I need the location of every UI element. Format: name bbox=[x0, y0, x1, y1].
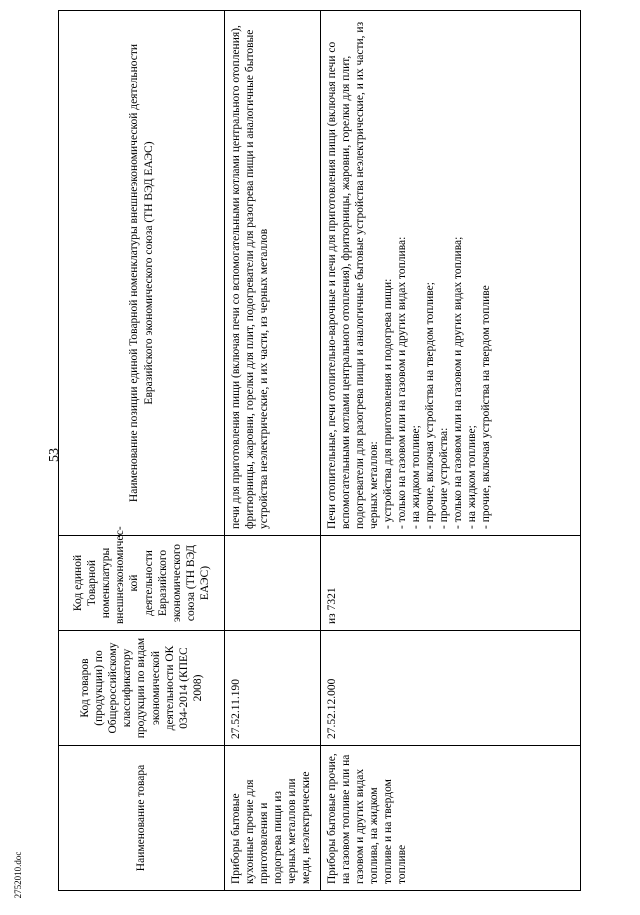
description-line: - прочие, включая устройства на твердом топливе; bbox=[424, 282, 437, 529]
row-product-name: Приборы бытовые прочие, на газовом топливе или на газовом и других видах топлива, на жидком топливе и на твердом топливе bbox=[321, 746, 581, 891]
header-tnved-description: Наименование позиции единой Товарной номенклатуры внешнеэкономической деятельности Евразийского экономического союза (ТН ВЭД ЕАЭС) bbox=[59, 11, 225, 536]
header-product-name: Наименование товара bbox=[59, 746, 225, 891]
file-name: 2752010.doc bbox=[13, 851, 23, 899]
description-line: - прочие устройства: bbox=[438, 427, 451, 529]
table-row bbox=[225, 11, 321, 891]
page-number: 53 bbox=[47, 448, 62, 462]
description-line: - только на газовом или на газовом и других видах топлива: bbox=[396, 236, 409, 529]
table-header-row bbox=[59, 11, 225, 891]
row-tnved-code: из 7321 bbox=[321, 536, 581, 631]
header-okpd-code: Код товаров (продукции) по Общероссийскому классификатору продукции по видам экономической деятельности ОК 034-2014 (КПЕС 2008) bbox=[59, 631, 225, 746]
header-tnved-code: Код единой Товарной номенклатуры внешнеэкономичес-кой деятельности Евразийского экономического союза (ТН ВЭД ЕАЭС) bbox=[59, 536, 225, 631]
goods-classification-table bbox=[58, 10, 581, 891]
row-tnved-code bbox=[225, 536, 321, 631]
description-line: - только на газовом или на газовом и других видах топлива; bbox=[452, 236, 465, 529]
description-line: Печи отопительные, печи отопительно-варочные и печи для приготовления пищи (включая печи со вспомогательными котлами центрального отопления), фритюрницы, жаровни, горелки для плит, подогреватели для разогрева пищи и аналогичные бытовые устройства неэлектрические, и их части, из черных металлов: bbox=[326, 21, 381, 529]
description-line: - на жидком топливе; bbox=[466, 425, 479, 529]
table-row bbox=[321, 11, 581, 891]
description-line: - прочие, включая устройства на твердом топливе bbox=[480, 285, 493, 529]
row-product-name: Приборы бытовые кухонные прочие для приготовления и подогрева пищи из черных металлов или меди, неэлектрические bbox=[225, 746, 321, 891]
row-okpd-code: 27.52.12.000 bbox=[321, 631, 581, 746]
description-line: - устройства для приготовления и подогрева пищи: bbox=[382, 278, 395, 529]
row-tnved-description bbox=[225, 11, 321, 536]
description-line: печи для приготовления пищи (включая печи со вспомогательными котлами центрального отопления), фритюрницы, жаровни, горелки для плит, подогреватели для разогрева пищи и аналогичные бытовые устройства неэлектрические, и их части, из черных металлов bbox=[230, 25, 271, 529]
row-okpd-code: 27.52.11.190 bbox=[225, 631, 321, 746]
row-tnved-description bbox=[321, 11, 581, 536]
rotated-table-container bbox=[58, 11, 581, 891]
description-line: - на жидком топливе; bbox=[410, 425, 423, 529]
